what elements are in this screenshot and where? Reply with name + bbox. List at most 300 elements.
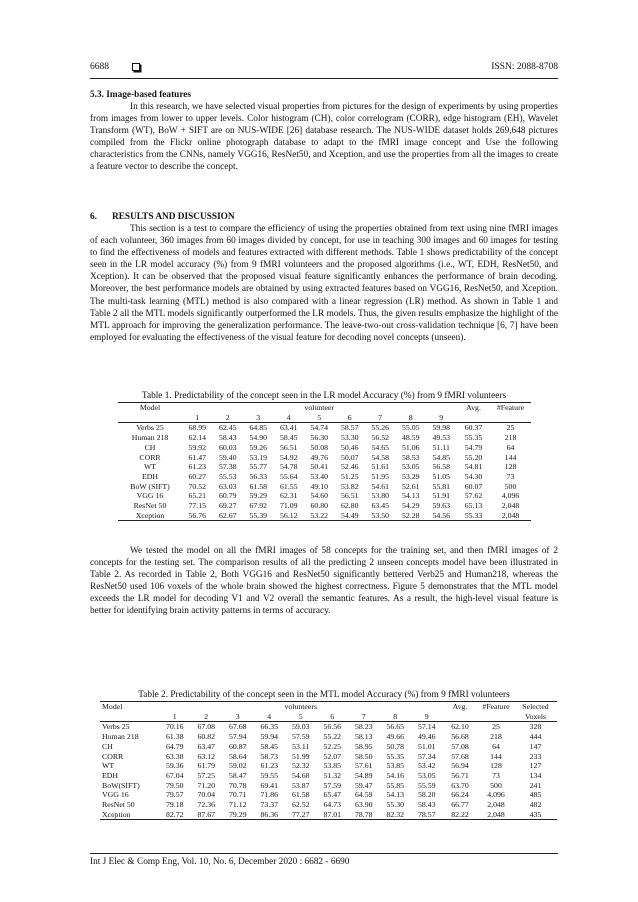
table2-feature-cell: 500	[490, 780, 502, 790]
table2-value-cell: 50.78	[386, 741, 405, 751]
table1-value-cell: 54.61	[371, 481, 390, 491]
table1-value-cell: 54.85	[432, 452, 451, 462]
issn-label: ISSN: 2088-8708	[491, 62, 558, 72]
table2-value-cell: 55.85	[386, 780, 405, 790]
table2-value-cell: 67.68	[222, 722, 254, 732]
table1	[118, 402, 531, 521]
table1-header-feature: #Feature	[491, 403, 531, 413]
table2-model-cell: Human 218	[102, 732, 139, 742]
table2-voxels-cell: 127	[529, 761, 542, 771]
table2-value-cell: 58.45	[260, 741, 279, 751]
table2-row	[100, 781, 557, 791]
table2-feature-cell: 218	[490, 732, 502, 742]
table1-subheader-blank	[118, 413, 182, 423]
table2-voxels-cell: 147	[529, 741, 542, 751]
table1-feature-cell: 4,096	[501, 491, 520, 501]
table1-value-cell: 54.90	[249, 433, 268, 443]
table2-value-cell: 58.43	[417, 800, 436, 810]
table2-row	[100, 771, 557, 781]
table1-value-cell: 54.58	[371, 452, 390, 462]
table1-header-row	[118, 403, 531, 413]
table2-volunteer-number: 9	[424, 711, 429, 721]
table2-avg-cell: 56.68	[451, 732, 469, 742]
table2-value-cell: 61.23	[260, 761, 279, 771]
table1-value-cell: 60.03	[218, 442, 237, 452]
table2-subheader-blank	[478, 712, 515, 722]
table2-header-row	[100, 702, 557, 712]
table1-model-cell: CH	[144, 442, 156, 452]
table2-row	[100, 800, 557, 810]
table1-avg-cell: 55.35	[464, 433, 483, 443]
table1-volunteer-number: 2	[225, 412, 230, 422]
table1-value-cell: 57.38	[218, 462, 237, 472]
table1-value-cell: 53.30	[340, 433, 359, 443]
table2-value-cell: 58.13	[354, 732, 373, 742]
table2-volunteer-number: 5	[298, 711, 303, 721]
table1-row	[118, 423, 531, 433]
table2-value-cell: 87.01	[317, 810, 349, 820]
table1-value-cell: 69.27	[218, 501, 237, 511]
table1-value-cell: 59.26	[249, 442, 268, 452]
table1-value-cell: 54.29	[401, 501, 420, 511]
table2-value-cell: 56.56	[317, 722, 349, 732]
table2-value-cell: 59.02	[228, 761, 247, 771]
table1-value-cell: 62.31	[279, 491, 298, 501]
table1-value-cell: 60.79	[218, 491, 237, 501]
table2-voxels-cell: 328	[515, 722, 557, 732]
table2-value-cell: 53.85	[386, 761, 405, 771]
table2-avg-cell: 66.77	[451, 800, 469, 810]
table2-value-cell: 67.08	[191, 722, 223, 732]
table2-model-cell: CH	[102, 741, 113, 751]
table2-value-cell: 53.87	[291, 780, 310, 790]
table2-value-cell: 79.50	[165, 780, 184, 790]
table2-volunteer-number: 1	[172, 711, 177, 721]
table2-value-cell: 57.59	[291, 732, 310, 742]
table2-value-cell: 53.05	[417, 770, 436, 780]
results-paragraph-1: This section is a test to compare the efficiency of using the properties obtained from text using nine fMRI images of each volunteer, 360 images from 60 images divided by concept, for use in teaching 300 images and 60 images for testing to find the effectiveness of models and features extracted with different methods. Table 1 shows predictability of the concept seen in the LR model accuracy (%) from 9 fMRI volunteers and the proposed algorithms (i.e., WT, EDH, ResNet50, and Xception). It can be observed that the proposed visual feature significantly enhances the performance of brain decoding. Moreover, the best performance models are obtained by using extracted features based on VGG16, ResNet50, and Xception. The multi-task learning (MTL) method is also compared with a linear regression (LR) method. As shown in Table 1 and Table 2 all the MTL models significantly outperformed the LR models. Thus, the given results emphasize the highlight of the MTL approach for improving the generalization performance. The leave-two-out cross-validation technique [6, 7] have been employed for evaluating the effectiveness of the visual feature for decoding novel concepts (unseen).	[90, 224, 558, 343]
table2-value-cell: 64.59	[354, 790, 373, 800]
table1-feature-cell: 128	[504, 462, 517, 472]
table2-value-cell: 87.67	[191, 810, 223, 820]
table2-value-cell: 58.64	[228, 751, 247, 761]
table2-row	[100, 810, 557, 820]
table1-row	[118, 443, 531, 453]
table1-value-cell: 56.12	[274, 511, 305, 521]
subsection-paragraph: In this research, we have selected visual properties from pictures for the design of experiments by using properties from images from lower to upper levels. Color histogram (CH), color correlogram (CORR), edge histogram (EH), Wavelet Transform (WT), BoW + SIFT are on NUS-WIDE [26] database research. The NUS-WIDE dataset holds 269,648 pictures compiled from the Flickr online photograph database to adapt to the fMRI image concept and Use the following characteristics from the CNNs, namely VGG16, ResNet50, and Xception, and use the properties from all the images to create a feature vector to describe the concept.	[90, 102, 558, 173]
table2-value-cell: 58.20	[417, 790, 436, 800]
table1-value-cell: 65.21	[188, 491, 207, 501]
table1-value-cell: 52.28	[396, 511, 427, 521]
table2-feature-cell: 2,048	[478, 810, 515, 820]
table1-model-cell: Xception	[118, 511, 182, 521]
table1-header-avg: Avg.	[457, 403, 491, 413]
table1-feature-cell: 218	[504, 433, 517, 443]
page-header	[90, 62, 558, 76]
table2-value-cell: 55.59	[417, 780, 436, 790]
table1-value-cell: 56.51	[279, 442, 298, 452]
table1-feature-cell: 25	[491, 423, 531, 433]
table2-value-cell: 63.12	[197, 751, 216, 761]
table1-volunteer-number: 5	[317, 412, 322, 422]
table2-volunteer-number: 7	[361, 711, 366, 721]
table1-value-cell: 53.50	[365, 511, 396, 521]
table1-value-cell: 54.78	[279, 462, 298, 472]
table2-value-cell: 70.16	[159, 722, 191, 732]
table1-row	[118, 462, 531, 472]
table2-feature-cell: 144	[490, 751, 502, 761]
table1-value-cell: 50.41	[310, 462, 329, 472]
table2-subheader-row	[100, 712, 557, 722]
table1-value-cell: 53.19	[249, 452, 268, 462]
table2-feature-cell: 128	[490, 761, 502, 771]
table1-value-cell: 54.92	[279, 452, 298, 462]
table2-value-cell: 51.99	[291, 751, 310, 761]
table1-volunteer-number: 3	[256, 412, 261, 422]
table2-value-cell: 61.38	[165, 732, 184, 742]
table2-value-cell: 71.86	[260, 790, 279, 800]
table1-avg-cell: 54.30	[464, 471, 483, 481]
table1-row	[118, 491, 531, 501]
table2-feature-cell: 2,048	[487, 800, 505, 810]
table1-value-cell: 51.11	[432, 442, 450, 452]
table2-value-cell: 58.47	[228, 770, 247, 780]
table2-value-cell: 77.27	[285, 810, 317, 820]
table1-value-cell: 50.07	[340, 452, 359, 462]
table1-value-cell: 51.95	[371, 471, 390, 481]
table1-value-cell: 55.53	[218, 471, 237, 481]
table2-value-cell: 73.37	[260, 800, 279, 810]
table1-value-cell: 54.56	[426, 511, 457, 521]
table1-value-cell: 63.41	[274, 423, 305, 433]
table2-value-cell: 69.41	[260, 780, 279, 790]
subsection-heading: 5.3. Image-based features	[90, 90, 192, 100]
table1-feature-cell: 2,048	[491, 511, 531, 521]
table2-model-cell: CORR	[102, 751, 124, 761]
table1-volunteer-number: 1	[195, 412, 200, 422]
table1-value-cell: 54.49	[335, 511, 366, 521]
table1-feature-cell: 2,048	[501, 501, 520, 511]
table1-header-volunteer: volunteer	[182, 403, 457, 413]
table2-voxels-cell: 233	[529, 751, 542, 761]
table2-value-cell: 61.58	[291, 790, 310, 800]
table2-value-cell: 82.72	[159, 810, 191, 820]
table1-volunteer-number: 8	[408, 412, 413, 422]
table1-value-cell: 52.61	[401, 481, 420, 491]
table2-voxels-cell: 485	[529, 790, 542, 800]
table1-value-cell: 59.29	[249, 491, 268, 501]
table2-value-cell: 55.22	[323, 732, 342, 742]
table1-volunteer-number: 6	[347, 412, 352, 422]
table2-feature-cell: 73	[492, 770, 500, 780]
table2-avg-cell: 57.08	[451, 741, 469, 751]
table1-value-cell: 62.80	[340, 501, 359, 511]
table2-volunteer-number: 6	[330, 711, 335, 721]
table2-value-cell: 53.85	[323, 761, 342, 771]
table2-voxels-cell: 444	[529, 732, 542, 742]
table2-row	[100, 761, 557, 771]
table2-value-cell: 58.50	[354, 751, 373, 761]
table1-value-cell: 55.26	[365, 423, 396, 433]
table1-value-cell: 53.40	[310, 471, 329, 481]
table2-value-cell: 60.82	[197, 732, 216, 742]
table1-model-cell: ResNet 50	[133, 501, 167, 511]
table1-model-cell: EDH	[141, 471, 159, 481]
table2-row	[100, 732, 557, 742]
table1-volunteer-number: 9	[439, 412, 444, 422]
table1-value-cell: 51.91	[432, 491, 451, 501]
table1-value-cell: 63.03	[218, 481, 237, 491]
table2-voxels-cell: 435	[515, 810, 557, 820]
table1-value-cell: 59.40	[218, 452, 237, 462]
table1-value-cell: 54.13	[401, 491, 420, 501]
table1-value-cell: 49.53	[432, 433, 451, 443]
table2-avg-cell: 66.24	[451, 790, 469, 800]
header-rule	[90, 78, 558, 79]
table1-value-cell: 53.05	[401, 462, 420, 472]
table2-value-cell: 54.68	[291, 770, 310, 780]
table2-row	[100, 722, 557, 732]
table1-value-cell: 51.06	[401, 442, 420, 452]
table1-value-cell: 51.25	[340, 471, 359, 481]
table1-subheader-row	[118, 413, 531, 423]
table2-value-cell: 57.14	[411, 722, 443, 732]
table1-feature-cell: 73	[506, 471, 515, 481]
table2-value-cell: 59.47	[354, 780, 373, 790]
table2-value-cell: 57.25	[197, 770, 216, 780]
table1-row	[118, 433, 531, 443]
table2-avg-cell: 82.22	[443, 810, 478, 820]
table2-value-cell: 79.29	[222, 810, 254, 820]
table1-value-cell: 55.05	[396, 423, 427, 433]
table1-value-cell: 51.05	[432, 471, 451, 481]
table2-subheader-blank	[443, 712, 478, 722]
table1-value-cell: 50.08	[310, 442, 329, 452]
table2	[100, 701, 557, 820]
table2-model-cell: VGG 16	[102, 790, 129, 800]
table1-model-cell: CORR	[139, 452, 161, 462]
section-heading	[90, 212, 235, 222]
table2-value-cell: 79.57	[165, 790, 184, 800]
table2-value-cell: 78.78	[348, 810, 380, 820]
table1-avg-cell: 54.79	[464, 442, 483, 452]
table2-volunteer-number: 3	[235, 711, 240, 721]
table1-value-cell: 50.46	[340, 442, 359, 452]
table1-value-cell: 51.61	[371, 462, 390, 472]
table1-value-cell: 49.10	[310, 481, 329, 491]
table1-value-cell: 56.30	[310, 433, 329, 443]
table2-value-cell: 52.07	[323, 751, 342, 761]
table2-value-cell: 61.79	[197, 761, 216, 771]
table1-model-cell: Human 218	[131, 433, 169, 443]
table1-value-cell: 56.76	[182, 511, 213, 521]
table2-value-cell: 54.13	[386, 790, 405, 800]
table2-voxels-cell: 241	[529, 780, 542, 790]
table1-value-cell: 61.55	[279, 481, 298, 491]
table1-value-cell: 59.63	[432, 501, 451, 511]
table2-volunteer-number: 2	[204, 711, 209, 721]
table2-model-cell: ResNet 50	[102, 800, 135, 810]
table2-value-cell: 70.78	[228, 780, 247, 790]
table1-value-cell: 58.57	[335, 423, 366, 433]
table2-value-cell: 79.18	[165, 800, 184, 810]
table2-value-cell: 58.73	[260, 751, 279, 761]
table1-value-cell: 77.15	[188, 501, 207, 511]
table1-feature-cell: 64	[506, 442, 515, 452]
table2-value-cell: 49.66	[386, 732, 405, 742]
table1-value-cell: 55.39	[243, 511, 274, 521]
table2-volunteer-number: 8	[393, 711, 398, 721]
table1-value-cell: 61.23	[188, 462, 207, 472]
table1-value-cell: 53.82	[340, 481, 359, 491]
table2-value-cell: 70.71	[228, 790, 247, 800]
table2-value-cell: 52.32	[291, 761, 310, 771]
table1-value-cell: 54.60	[310, 491, 329, 501]
section-number: 6.	[90, 212, 97, 222]
table2-header-selected: Selected	[515, 702, 557, 712]
table2-value-cell: 58.95	[354, 741, 373, 751]
table2-model-cell: Verbs 25	[100, 722, 159, 732]
table1-value-cell: 55.81	[432, 481, 451, 491]
table2-value-cell: 63.38	[165, 751, 184, 761]
table1-avg-cell: 55.20	[464, 452, 483, 462]
table2-value-cell: 65.47	[323, 790, 342, 800]
table1-model-cell: VGG 16	[136, 491, 164, 501]
table2-value-cell: 78.57	[411, 810, 443, 820]
table2-avg-cell: 56.71	[451, 770, 469, 780]
table2-value-cell: 53.42	[417, 761, 436, 771]
table1-value-cell: 58.53	[401, 452, 420, 462]
table1-row	[118, 511, 531, 521]
table2-value-cell: 71.20	[197, 780, 216, 790]
table2-value-cell: 64.73	[323, 800, 342, 810]
table1-avg-cell: 55.33	[457, 511, 491, 521]
table1-feature-cell: 144	[504, 452, 517, 462]
table2-value-cell: 70.04	[197, 790, 216, 800]
table1-row	[118, 482, 531, 492]
table1-value-cell: 53.29	[401, 471, 420, 481]
table2-header-volunteers: volunteers	[159, 702, 443, 712]
table1-value-cell: 56.58	[432, 462, 451, 472]
table2-value-cell: 62.52	[291, 800, 310, 810]
table2-model-cell: EDH	[102, 770, 119, 780]
table1-value-cell: 49.76	[310, 452, 329, 462]
table2-value-cell: 55.30	[386, 800, 405, 810]
page-footer: Int J Elec & Comp Eng, Vol. 10, No. 6, December 2020 : 6682 - 6690	[90, 857, 350, 867]
table2-voxels-cell: 134	[529, 770, 542, 780]
table2-value-cell: 59.03	[285, 722, 317, 732]
table2-feature-cell: 4,096	[487, 790, 505, 800]
table2-value-cell: 49.46	[417, 732, 436, 742]
table1-value-cell: 55.77	[249, 462, 268, 472]
table1-value-cell: 59.92	[188, 442, 207, 452]
footer-rule	[90, 853, 558, 854]
table2-value-cell: 55.35	[386, 751, 405, 761]
table2-volunteer-number: 4	[267, 711, 272, 721]
table1-value-cell: 60.27	[188, 471, 207, 481]
table2-value-cell: 58.23	[348, 722, 380, 732]
table1-header-model: Model	[118, 403, 182, 413]
table2-avg-cell: 62.10	[443, 722, 478, 732]
table1-value-cell: 60.80	[310, 501, 329, 511]
table1-value-cell: 61.58	[249, 481, 268, 491]
table2-header-feature: #Feature	[478, 702, 515, 712]
table2-value-cell: 52.25	[323, 741, 342, 751]
table2-value-cell: 66.35	[254, 722, 286, 732]
table2-value-cell: 71.12	[228, 800, 247, 810]
table1-subheader-blank	[491, 413, 531, 423]
table1-value-cell: 64.85	[243, 423, 274, 433]
table1-value-cell: 59.98	[426, 423, 457, 433]
table1-value-cell: 53.22	[304, 511, 335, 521]
table2-model-cell: Xception	[100, 810, 159, 820]
table1-value-cell: 55.64	[279, 471, 298, 481]
table2-value-cell: 60.87	[228, 741, 247, 751]
table1-model-cell: WT	[143, 462, 157, 472]
table1-avg-cell: 60.37	[457, 423, 491, 433]
table1-value-cell: 58.43	[218, 433, 237, 443]
table2-row	[100, 752, 557, 762]
table1-model-cell: BoW (SIFT)	[130, 481, 170, 491]
table2-value-cell: 54.89	[354, 770, 373, 780]
table1-value-cell: 56.52	[371, 433, 390, 443]
table2-value-cell: 63.90	[354, 800, 373, 810]
table2-header-voxels: Voxels	[524, 711, 547, 721]
table2-value-cell: 63.47	[197, 741, 216, 751]
table2-value-cell: 57.61	[354, 761, 373, 771]
table2-value-cell: 57.59	[323, 780, 342, 790]
table2-value-cell: 59.94	[260, 732, 279, 742]
table2-value-cell: 57.34	[417, 751, 436, 761]
table2-avg-cell: 56.94	[451, 761, 469, 771]
section-title: RESULTS AND DISCUSSION	[112, 212, 235, 222]
table2-value-cell: 51.32	[323, 770, 342, 780]
table1-value-cell: 48.59	[401, 433, 420, 443]
table1-value-cell: 58.45	[279, 433, 298, 443]
table2-value-cell: 64.79	[165, 741, 184, 751]
table1-avg-cell: 60.07	[464, 481, 483, 491]
table1-value-cell: 62.67	[213, 511, 244, 521]
table2-value-cell: 86.36	[254, 810, 286, 820]
table1-value-cell: 62.14	[188, 433, 207, 443]
table2-value-cell: 51.01	[417, 741, 436, 751]
table2-avg-cell: 63.70	[451, 780, 469, 790]
table1-value-cell: 61.47	[188, 452, 207, 462]
table1-avg-cell: 54.81	[464, 462, 483, 472]
table1-value-cell: 52.46	[340, 462, 359, 472]
table1-value-cell: 62.45	[213, 423, 244, 433]
table2-model-cell: BoW(SIFT)	[102, 780, 140, 790]
results-paragraph-2: We tested the model on all the fMRI images of 58 concepts for the training set, and then fMRI images of 2 concepts for the testing set. The comparison results of all the predicting 2 unseen concepts model have been illustrated in Table 2. As recorded in Table 2, Both VGG16 and ResNet50 significantly bettered Verb25 and Human218, whereas the ResNet50 used 106 voxels of the whole brain showed the highest correctness. Figure 5 demonstrates that the MTL model exceeds the LR model for decoding V1 and V2 overall the semantic features. As a result, the high-level visual feature is better for identifying brain activity patterns in terms of accuracy.	[90, 546, 558, 617]
table1-value-cell: 56.33	[249, 471, 268, 481]
table1-row	[118, 453, 531, 463]
checkbox-square-icon	[132, 63, 140, 71]
table2-header-model: Model	[100, 702, 159, 712]
table1-value-cell: 67.92	[249, 501, 268, 511]
table1-value-cell: 63.45	[371, 501, 390, 511]
table2-value-cell: 67.04	[165, 770, 184, 780]
table1-caption: Table 1. Predictability of the concept seen in the LR model Accuracy (%) from 9 fMRI volunteers	[141, 391, 507, 401]
table1-row	[118, 501, 531, 511]
table1-volunteer-number: 7	[378, 412, 383, 422]
table2-value-cell: 53.11	[292, 741, 310, 751]
table2-row	[100, 742, 557, 752]
table1-row	[118, 472, 531, 482]
table1-value-cell: 71.09	[279, 501, 298, 511]
table2-feature-cell: 64	[492, 741, 500, 751]
table2-feature-cell: 25	[478, 722, 515, 732]
table2-value-cell: 59.55	[260, 770, 279, 780]
